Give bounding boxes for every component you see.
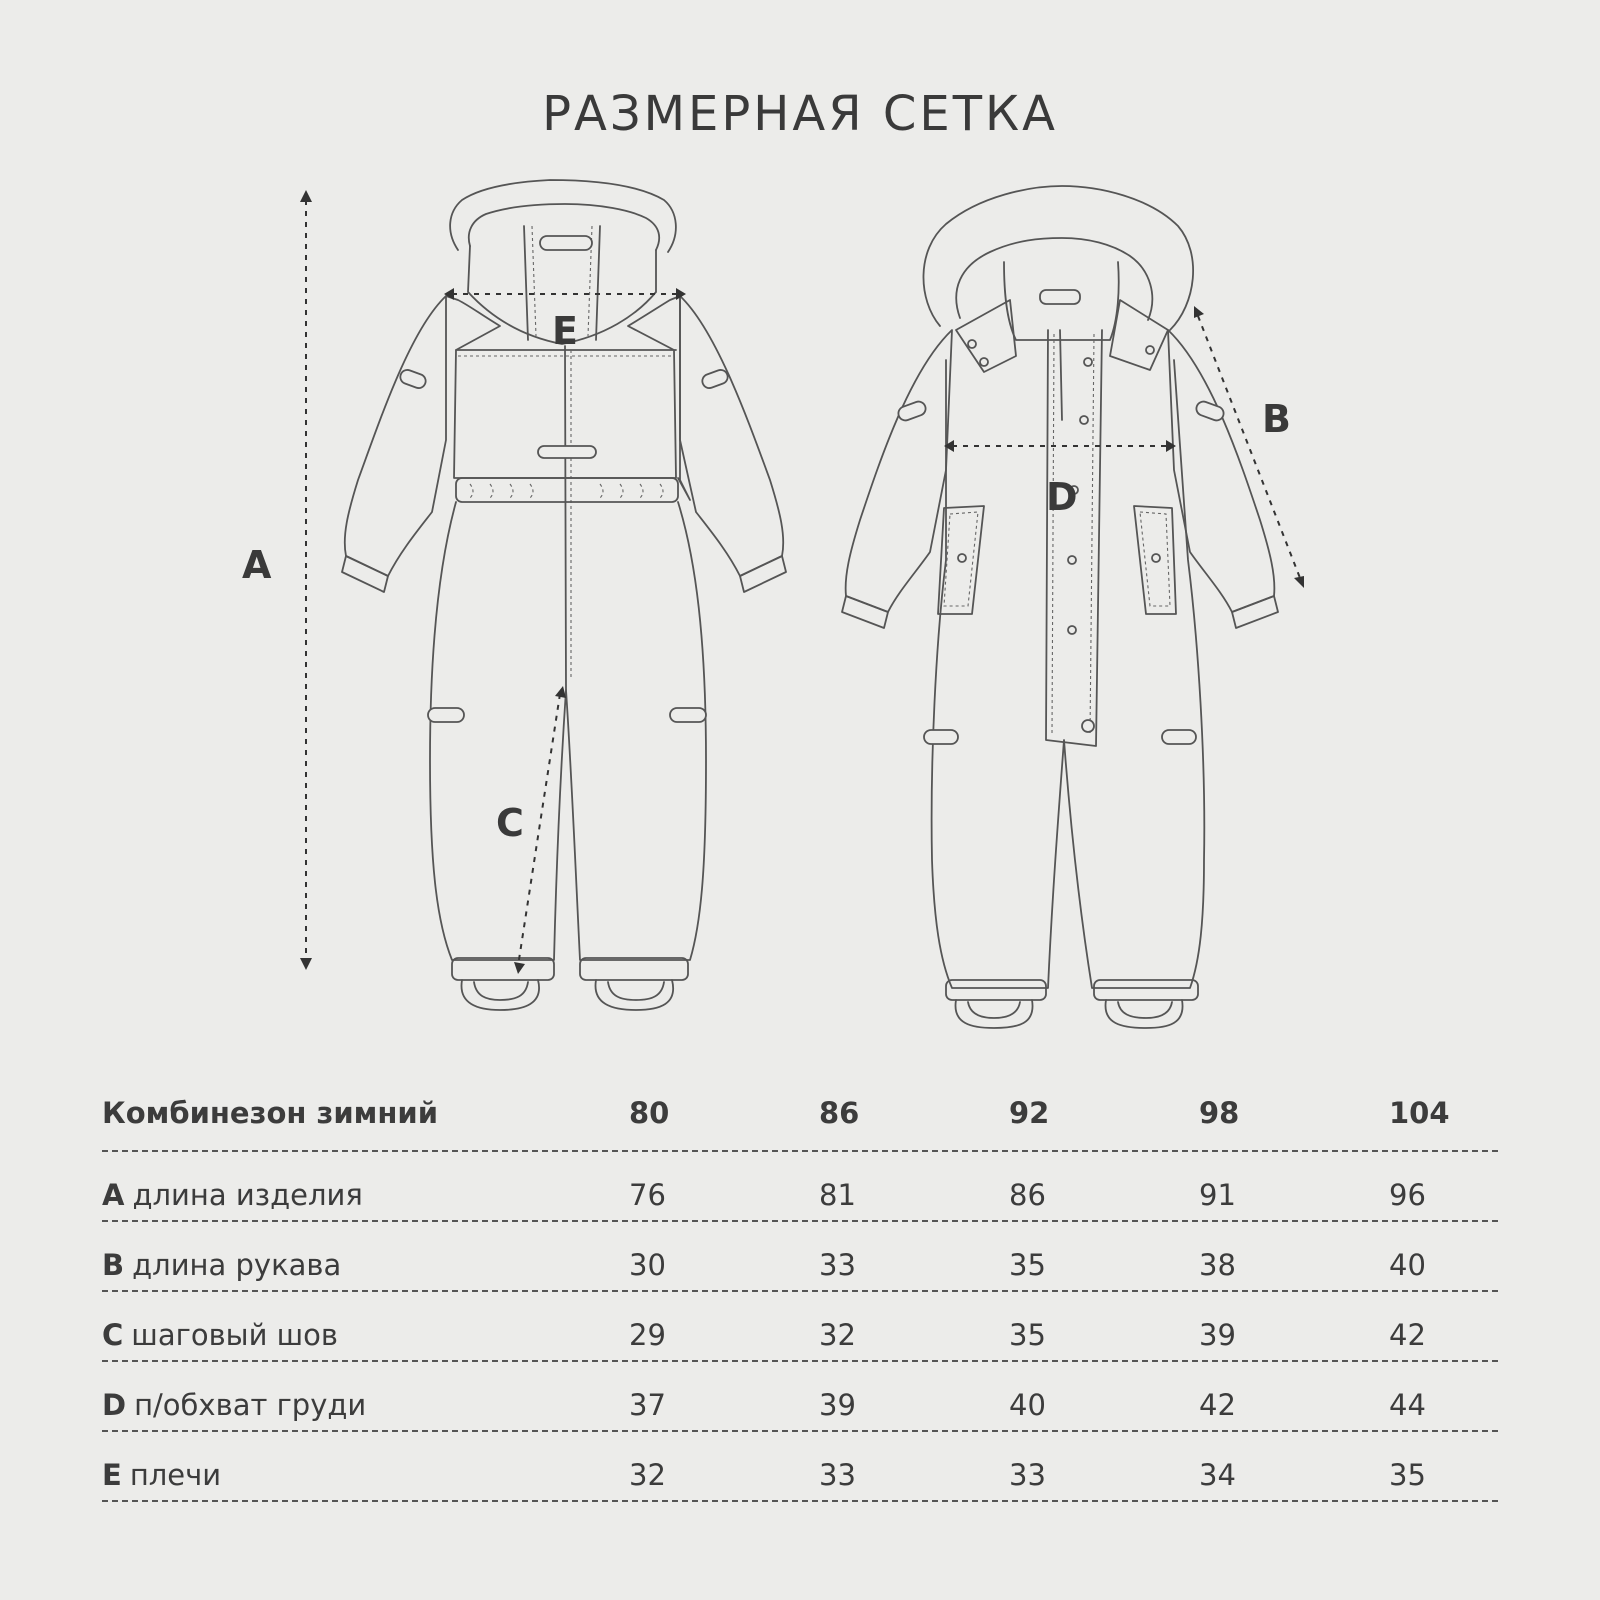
table-cell: 40 [1389, 1248, 1426, 1282]
table-row [102, 1432, 1498, 1502]
table-cell: 96 [1389, 1178, 1426, 1212]
front-view-sketch [842, 186, 1278, 1028]
row-label-text: длина рукава [132, 1248, 342, 1282]
table-cell: 33 [819, 1458, 856, 1492]
label-d: D [1046, 475, 1078, 519]
table-cell: 81 [819, 1178, 856, 1212]
row-label [102, 1248, 341, 1282]
table-cell: 91 [1199, 1178, 1236, 1212]
table-cell: 44 [1389, 1388, 1426, 1422]
table-row [102, 1362, 1498, 1432]
row-label-text: шаговый шов [131, 1318, 339, 1352]
size-table [102, 1082, 1498, 1502]
table-cell: 40 [1009, 1388, 1046, 1422]
front-fur-trim [923, 186, 1193, 330]
table-cell: 37 [629, 1388, 666, 1422]
table-cell: 39 [1199, 1318, 1236, 1352]
row-code: B [102, 1248, 125, 1282]
row-label [102, 1178, 363, 1212]
row-label [102, 1318, 338, 1352]
table-header-row [102, 1082, 1498, 1152]
table-cell: 34 [1199, 1458, 1236, 1492]
row-label-text: п/обхват груди [134, 1388, 367, 1422]
row-code: A [102, 1178, 125, 1212]
table-cell: 35 [1009, 1318, 1046, 1352]
table-cell: 33 [1009, 1458, 1046, 1492]
table-cell: 33 [819, 1248, 856, 1282]
size-header: 86 [819, 1096, 860, 1130]
size-header: 104 [1389, 1096, 1450, 1130]
table-row [102, 1152, 1498, 1222]
row-label [102, 1458, 221, 1492]
front-left-sleeve [846, 330, 952, 612]
measure-a [242, 190, 312, 970]
table-row [102, 1222, 1498, 1292]
row-code: D [102, 1388, 127, 1422]
size-header: 92 [1009, 1096, 1050, 1130]
row-code: E [102, 1458, 122, 1492]
row-label-text: плечи [129, 1458, 222, 1492]
back-waistband [456, 478, 678, 502]
table-cell: 30 [629, 1248, 666, 1282]
table-cell: 38 [1199, 1248, 1236, 1282]
label-b: B [1262, 397, 1291, 441]
front-zip-placket [1046, 330, 1102, 746]
table-cell: 35 [1009, 1248, 1046, 1282]
row-label [102, 1388, 366, 1422]
table-cell: 35 [1389, 1458, 1426, 1492]
product-name: Комбинезон зимний [102, 1096, 439, 1130]
back-legs [430, 502, 706, 960]
back-right-sleeve [680, 296, 783, 576]
label-c: C [496, 801, 524, 845]
row-label-text: длина изделия [132, 1178, 363, 1212]
table-cell: 32 [819, 1318, 856, 1352]
row-code: C [102, 1318, 124, 1352]
table-row [102, 1292, 1498, 1362]
table-cell: 86 [1009, 1178, 1046, 1212]
table-cell: 42 [1389, 1318, 1426, 1352]
label-a: A [242, 543, 272, 587]
label-e: E [552, 309, 578, 353]
front-body [932, 360, 1205, 988]
measure-b [1194, 306, 1304, 588]
back-left-sleeve [345, 296, 446, 576]
table-cell: 29 [629, 1318, 666, 1352]
size-header: 80 [629, 1096, 670, 1130]
table-cell: 32 [629, 1458, 666, 1492]
table-cell: 39 [819, 1388, 856, 1422]
table-cell: 76 [629, 1178, 666, 1212]
back-view-sketch [342, 180, 786, 1010]
size-header: 98 [1199, 1096, 1240, 1130]
table-cell: 42 [1199, 1388, 1236, 1422]
page-title: РАЗМЕРНАЯ СЕТКА [542, 86, 1058, 142]
